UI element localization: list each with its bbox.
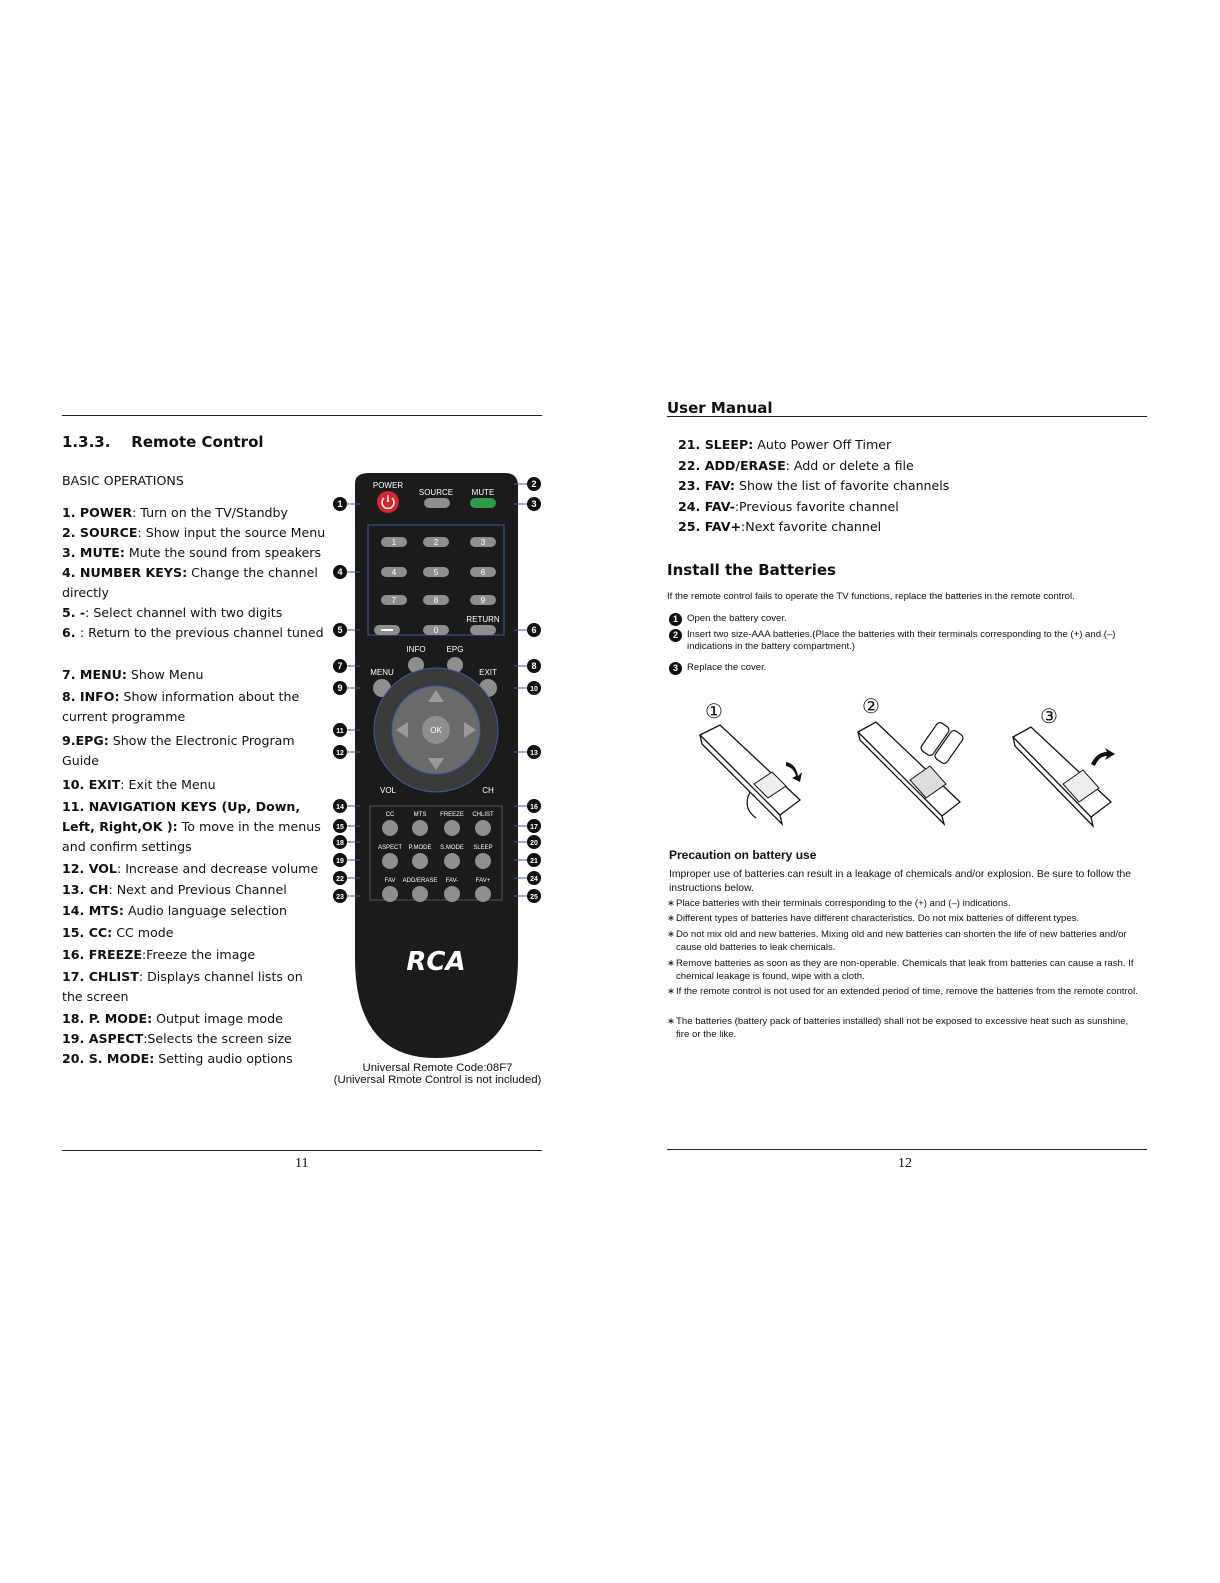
step-text: Replace the cover. <box>687 662 767 673</box>
callout-number: 25 <box>530 894 538 901</box>
operation-desc: : Select channel with two digits <box>85 605 283 620</box>
operation-desc: Auto Power Off Timer <box>753 437 892 452</box>
callout-number: 4 <box>337 567 343 577</box>
operation-desc: Show the list of favorite channels <box>734 478 950 493</box>
callout-number: 10 <box>530 686 538 693</box>
mute-label: MUTE <box>471 488 495 497</box>
power-label: POWER <box>372 481 404 490</box>
bullet-icon: ∗ <box>667 958 676 969</box>
right-top-rule <box>667 416 1147 417</box>
operation-desc: :Selects the screen size <box>143 1031 292 1046</box>
operation-desc: CC mode <box>112 925 174 940</box>
mts-label: MTS <box>413 812 427 818</box>
source-button <box>424 498 450 508</box>
operation-key: 19. ASPECT <box>62 1031 144 1046</box>
aspect-label: ASPECT <box>377 845 403 851</box>
ch-label: CH <box>482 786 494 795</box>
pmode-label: P.MODE <box>408 845 432 851</box>
precaution-intro: Improper use of batteries can result in a leakage of chemicals and/or explosion. Be sure to follow the instructions below. <box>669 869 1132 894</box>
battery-step-1-illustration <box>690 720 820 830</box>
bullet-icon: ∗ <box>667 913 676 924</box>
operation-key: 9.EPG: <box>62 733 109 748</box>
operation-key: 6. <box>62 625 80 640</box>
operation-item <box>62 731 327 771</box>
callout-number: 23 <box>336 894 344 901</box>
operation-item <box>62 687 327 727</box>
operation-key: 15. CC: <box>62 925 113 940</box>
battery-step-3-illustration <box>1005 722 1135 832</box>
step-number-icon: 1 <box>669 613 682 626</box>
operation-key: 2. SOURCE <box>62 525 138 540</box>
callout-number: 14 <box>336 804 344 811</box>
smode-label: S.MODE <box>440 845 464 851</box>
callout-number: 1 <box>337 499 343 509</box>
operation-item <box>62 665 327 685</box>
precaution-text: Different types of batteries have different characteristics. Do not mix batteries of different types. <box>676 913 1080 924</box>
callout-number: 3 <box>531 499 537 509</box>
operation-key: 22. ADD/ERASE <box>678 458 786 473</box>
step-text: Insert two size-AAA batteries.(Place the batteries with their terminals corresponding to the (+) and (–) indications in the battery compartment.) <box>687 629 1116 652</box>
section-title: 1.3.3. Remote Control <box>62 433 264 451</box>
operation-key: 8. INFO: <box>62 689 120 704</box>
operation-key: 3. MUTE: <box>62 545 125 560</box>
operation-item <box>62 543 327 563</box>
smode-button <box>444 853 460 869</box>
arrow-icon <box>786 762 802 782</box>
favminus-button <box>444 886 460 902</box>
operation-desc: Show Menu <box>126 667 204 682</box>
operation-key: 14. MTS: <box>62 903 124 918</box>
operation-item <box>62 623 327 643</box>
return-label: RETURN <box>466 615 500 624</box>
callout-number: 6 <box>531 625 537 635</box>
favplus-label: FAV+ <box>475 878 491 884</box>
precaution-text: If the remote control is not used for an extended period of time, remove the batteries from the remote control. <box>676 986 1138 997</box>
callout-number: 5 <box>337 625 343 635</box>
precaution-item <box>667 1015 1147 1041</box>
callout-number: 9 <box>337 683 343 693</box>
operation-item <box>62 603 327 623</box>
callout-number: 15 <box>336 824 344 831</box>
callout-number: 22 <box>336 876 344 883</box>
operation-item <box>62 880 327 900</box>
callout-number: 21 <box>530 858 538 865</box>
sleep-label: SLEEP <box>473 845 493 851</box>
fav-label: FAV <box>384 878 396 884</box>
callout-number: 7 <box>337 661 343 671</box>
page-number-right: 12 <box>898 1156 912 1171</box>
operation-desc: : Show input the source Menu <box>137 525 326 540</box>
precaution-item <box>667 897 1147 910</box>
operation-key: 25. FAV+ <box>678 519 742 534</box>
mts-button <box>412 820 428 836</box>
operation-item <box>62 1029 327 1049</box>
remote-illustration <box>330 468 545 1068</box>
precaution-text: Do not mix old and new batteries. Mixing old and new batteries can shorten the life of new batteries and/or cause old batteries to leak chemicals. <box>676 929 1127 953</box>
callout-number: 20 <box>530 840 538 847</box>
operation-item <box>62 563 327 603</box>
operation-desc: Show the Electronic Program Guide <box>62 733 295 768</box>
operation-desc: : Return to the previous channel tuned <box>79 625 324 640</box>
digit-label: 7 <box>391 596 397 605</box>
digit-label: 3 <box>480 538 486 547</box>
operation-item <box>62 523 327 543</box>
operation-key: 17. CHLIST <box>62 969 139 984</box>
operation-desc: Show information about the current programme <box>62 689 300 724</box>
rca-logo: RCA <box>406 947 466 977</box>
operation-item <box>678 497 1138 517</box>
operation-desc: Mute the sound from speakers <box>124 545 322 560</box>
operation-desc: :Next favorite channel <box>741 519 882 534</box>
operation-desc: To move in the menus and confirm settings <box>62 819 321 854</box>
figure-number-3: ③ <box>1040 704 1058 728</box>
mute-button <box>470 498 496 508</box>
digit-label: 8 <box>433 596 439 605</box>
adderase-label: ADD/ERASE <box>402 878 438 884</box>
operation-desc: Output image mode <box>152 1011 283 1026</box>
operation-desc: : Next and Previous Channel <box>108 882 287 897</box>
callout-number: 11 <box>336 728 344 735</box>
freeze-label: FREEZE <box>440 812 464 818</box>
precaution-text: Remove batteries as soon as they are non-operable. Chemicals that leak from batteries can cause a rash. If chemical leakage is found, wipe with a cloth. <box>676 958 1134 982</box>
aspect-button <box>382 853 398 869</box>
dash-bar <box>381 629 393 631</box>
operation-desc: : Turn on the TV/Standby <box>132 505 288 520</box>
operation-key: 20. S. MODE: <box>62 1051 155 1066</box>
callout-number: 12 <box>336 750 344 757</box>
digit-label: 1 <box>391 538 397 547</box>
operation-key: 11. NAVIGATION KEYS (Up, Down, Left, Right,OK ): <box>62 799 301 834</box>
cc-label: CC <box>385 812 395 818</box>
sleep-button <box>475 853 491 869</box>
left-top-rule <box>62 415 542 416</box>
adderase-button <box>412 886 428 902</box>
operation-key: 5. - <box>62 605 86 620</box>
operation-item <box>62 1009 327 1029</box>
step-number-icon: 2 <box>669 629 682 642</box>
callout-number: 2 <box>531 479 537 489</box>
epg-label: EPG <box>446 645 464 654</box>
operation-desc: : Increase and decrease volume <box>116 861 319 876</box>
digit-label: 5 <box>433 568 439 577</box>
operation-item <box>678 435 1138 455</box>
operation-item <box>62 1049 327 1069</box>
fav-button <box>382 886 398 902</box>
callout-number: 13 <box>530 750 538 757</box>
digit-label: 4 <box>391 568 397 577</box>
arrow-icon <box>1091 748 1115 766</box>
subheading: BASIC OPERATIONS <box>62 473 184 488</box>
chlist-label: CHLIST <box>472 812 494 818</box>
figure-number-1: ① <box>705 699 723 723</box>
callout-number: 18 <box>336 840 344 847</box>
install-intro: If the remote control fails to operate the TV functions, replace the batteries in the remote control. <box>667 591 1075 602</box>
callout-number: 24 <box>530 876 538 883</box>
precaution-item <box>667 928 1147 954</box>
operation-desc: Setting audio options <box>154 1051 293 1066</box>
operation-desc: : Exit the Menu <box>120 777 216 792</box>
operation-key: 7. MENU: <box>62 667 127 682</box>
figure-number-2: ② <box>862 694 880 718</box>
install-step <box>669 613 1147 626</box>
operation-item <box>62 859 327 879</box>
precaution-item <box>667 912 1147 925</box>
operation-key: 12. VOL <box>62 861 117 876</box>
operation-item <box>62 503 327 523</box>
install-step <box>669 662 1147 675</box>
bullet-icon: ∗ <box>667 986 676 997</box>
favplus-button <box>475 886 491 902</box>
callout-number: 17 <box>530 824 538 831</box>
remote-code-caption <box>330 1062 545 1086</box>
callout-number: 19 <box>336 858 344 865</box>
operation-desc: Audio language selection <box>123 903 287 918</box>
digit-label: 2 <box>433 538 439 547</box>
operation-key: 18. P. MODE: <box>62 1011 153 1026</box>
exit-label: EXIT <box>479 668 497 677</box>
operation-item <box>62 967 327 1007</box>
callout-number: 16 <box>530 804 538 811</box>
install-step <box>669 629 1147 653</box>
page-number-left: 11 <box>295 1156 309 1171</box>
operation-key: 16. FREEZE <box>62 947 142 962</box>
vol-label: VOL <box>379 786 397 795</box>
info-label: INFO <box>406 645 426 654</box>
chlist-button <box>475 820 491 836</box>
ok-label: OK <box>430 726 442 735</box>
operation-key: 23. FAV: <box>678 478 735 493</box>
source-label: SOURCE <box>418 488 454 497</box>
precaution-text: The batteries (battery pack of batteries installed) shall not be exposed to excessive heat such as sunshine, fire or the like. <box>676 1016 1129 1040</box>
operation-key: 1. POWER <box>62 505 133 520</box>
operation-item <box>62 923 327 943</box>
precaution-item <box>667 957 1147 983</box>
left-bottom-rule <box>62 1150 542 1151</box>
operation-item <box>678 476 1138 496</box>
pmode-button <box>412 853 428 869</box>
precaution-title: Precaution on battery use <box>669 848 817 862</box>
operation-item <box>678 517 1138 537</box>
operation-desc: : Add or delete a file <box>785 458 914 473</box>
step-number-icon: 3 <box>669 662 682 675</box>
operation-key: 13. CH <box>62 882 109 897</box>
bullet-icon: ∗ <box>667 929 676 940</box>
operation-item <box>678 456 1138 476</box>
operation-desc: :Previous favorite channel <box>734 499 899 514</box>
return-button <box>470 625 496 635</box>
operation-desc: :Freeze the image <box>141 947 256 962</box>
precaution-item <box>667 985 1147 998</box>
operation-item <box>62 797 327 857</box>
caption-line-2: (Universal Rmote Control is not included) <box>333 1074 542 1086</box>
cc-button <box>382 820 398 836</box>
install-title: Install the Batteries <box>667 561 836 579</box>
operation-key: 24. FAV- <box>678 499 735 514</box>
right-bottom-rule <box>667 1149 1147 1150</box>
freeze-button <box>444 820 460 836</box>
operation-item <box>62 945 327 965</box>
operation-item <box>62 775 327 795</box>
menu-label: MENU <box>370 668 394 677</box>
precaution-text: Place batteries with their terminals corresponding to the (+) and (–) indications. <box>676 898 1011 909</box>
bullet-icon: ∗ <box>667 1016 676 1027</box>
bullet-icon: ∗ <box>667 898 676 909</box>
step-text: Open the battery cover. <box>687 613 787 624</box>
running-header: User Manual <box>667 399 773 417</box>
operation-desc: Change the channel directly <box>62 565 318 600</box>
operation-desc: : Displays channel lists on the screen <box>62 969 303 1004</box>
digit-label: 9 <box>480 596 486 605</box>
operation-key: 10. EXIT <box>62 777 121 792</box>
operation-item <box>62 901 327 921</box>
favminus-label: FAV- <box>445 878 459 884</box>
digit-label: 0 <box>433 626 439 635</box>
operation-key: 21. SLEEP: <box>678 437 754 452</box>
callout-number: 8 <box>531 661 537 671</box>
digit-label: 6 <box>480 568 486 577</box>
operation-key: 4. NUMBER KEYS: <box>62 565 188 580</box>
caption-line-1: Universal Remote Code:08F7 <box>362 1062 513 1074</box>
battery-step-2-illustration <box>850 712 980 832</box>
